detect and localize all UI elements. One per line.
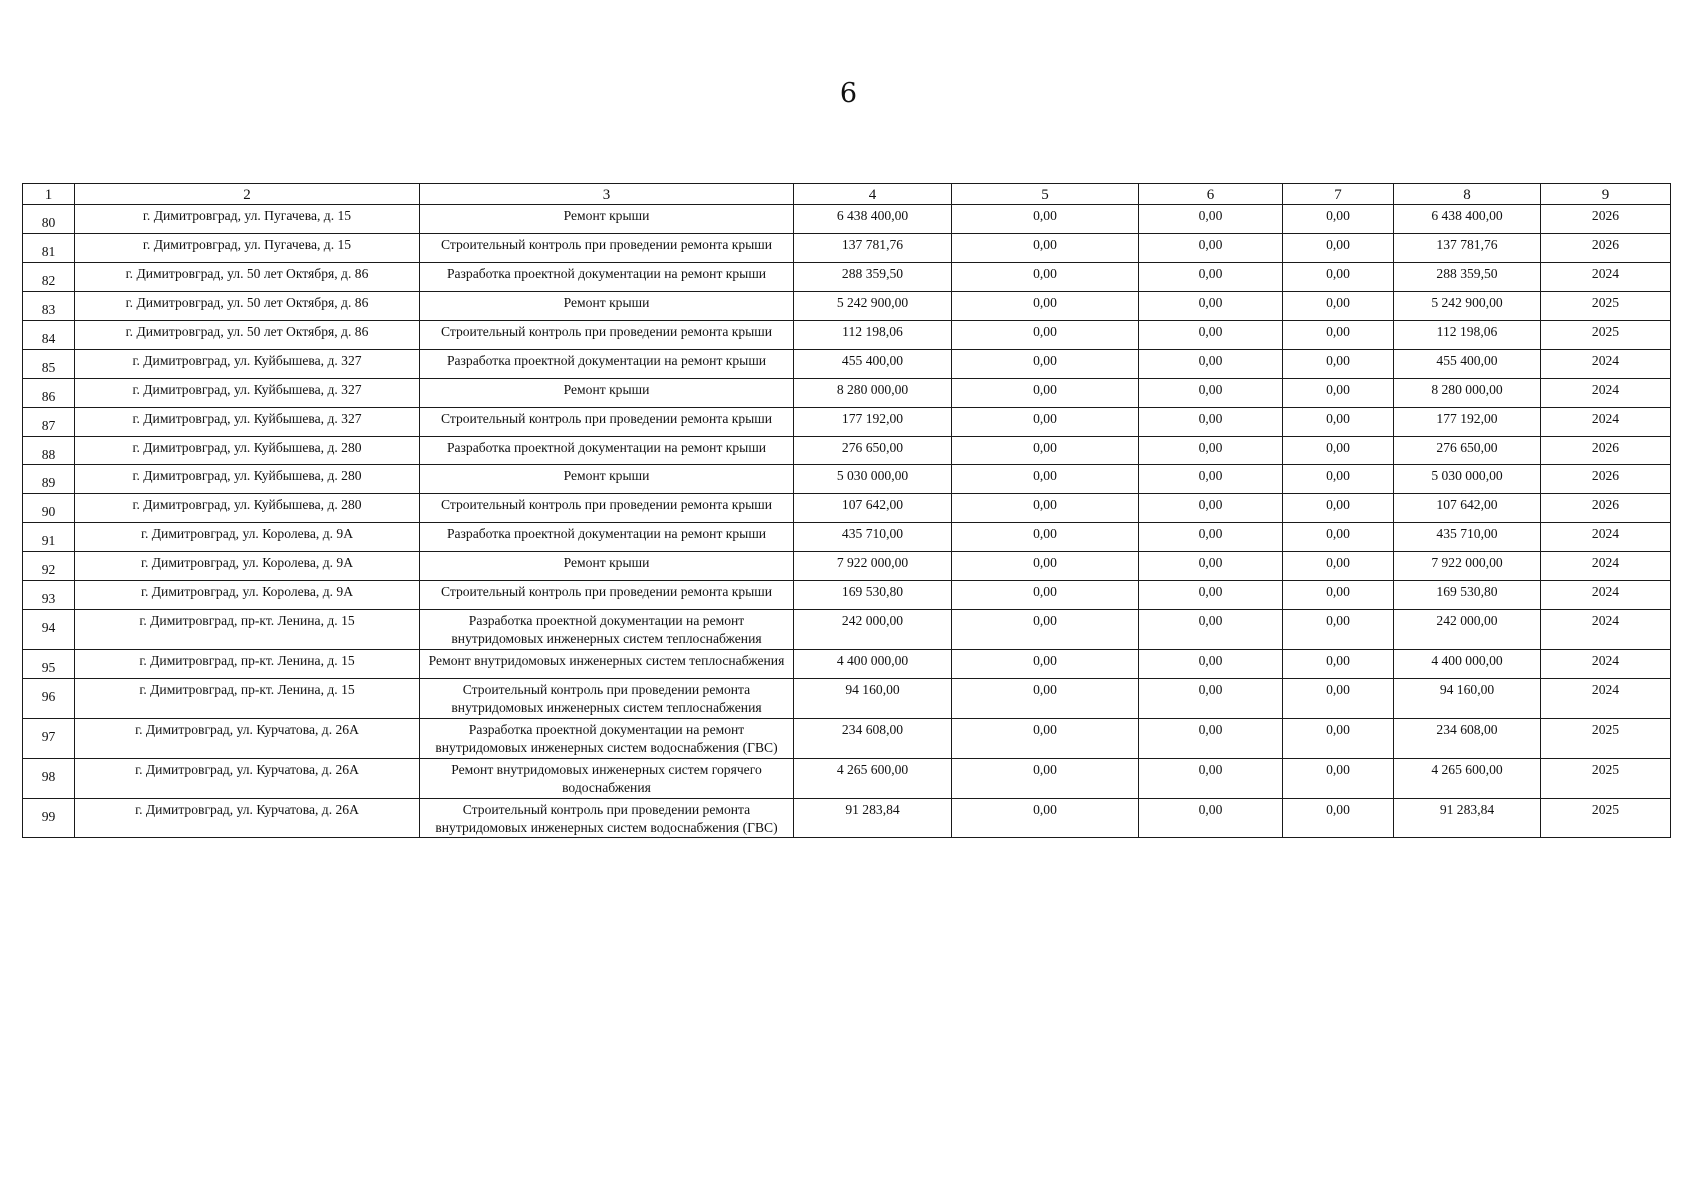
amount-cell: 0,00 <box>1283 650 1394 679</box>
amount-cell: 0,00 <box>1139 581 1283 610</box>
amount-cell: 4 400 000,00 <box>794 650 952 679</box>
table-row <box>23 610 1671 650</box>
amount-cell: 5 030 000,00 <box>1394 465 1541 494</box>
work-type-cell: Строительный контроль при проведении ремонта внутридомовых инженерных систем водоснабжения (ГВС) <box>420 798 794 838</box>
amount-cell: 91 283,84 <box>794 798 952 838</box>
work-type-cell: Строительный контроль при проведении ремонта крыши <box>420 494 794 523</box>
amount-cell: 4 265 600,00 <box>794 758 952 798</box>
amount-cell: 0,00 <box>1283 291 1394 320</box>
amount-cell: 242 000,00 <box>794 610 952 650</box>
table-row <box>23 494 1671 523</box>
table-row <box>23 581 1671 610</box>
header-cell: 7 <box>1283 184 1394 205</box>
amount-cell: 455 400,00 <box>1394 349 1541 378</box>
table-row <box>23 320 1671 349</box>
row-number-cell: 87 <box>23 407 75 436</box>
year-cell: 2026 <box>1541 436 1671 465</box>
amount-cell: 288 359,50 <box>1394 262 1541 291</box>
address-cell: г. Димитровград, ул. 50 лет Октября, д. 86 <box>75 291 420 320</box>
header-cell: 1 <box>23 184 75 205</box>
amount-cell: 137 781,76 <box>794 233 952 262</box>
work-type-cell: Ремонт крыши <box>420 552 794 581</box>
work-type-cell: Разработка проектной документации на ремонт крыши <box>420 262 794 291</box>
table-row <box>23 678 1671 718</box>
work-type-cell: Ремонт внутридомовых инженерных систем теплоснабжения <box>420 650 794 679</box>
address-cell: г. Димитровград, ул. Пугачева, д. 15 <box>75 233 420 262</box>
amount-cell: 0,00 <box>952 523 1139 552</box>
address-cell: г. Димитровград, ул. Курчатова, д. 26А <box>75 798 420 838</box>
table-row <box>23 407 1671 436</box>
table-row <box>23 718 1671 758</box>
amount-cell: 91 283,84 <box>1394 798 1541 838</box>
amount-cell: 0,00 <box>952 494 1139 523</box>
amount-cell: 0,00 <box>1139 678 1283 718</box>
amount-cell: 177 192,00 <box>1394 407 1541 436</box>
year-cell: 2026 <box>1541 233 1671 262</box>
amount-cell: 0,00 <box>952 205 1139 234</box>
amount-cell: 0,00 <box>1139 650 1283 679</box>
amount-cell: 0,00 <box>1283 349 1394 378</box>
amount-cell: 0,00 <box>952 552 1139 581</box>
amount-cell: 0,00 <box>952 758 1139 798</box>
amount-cell: 0,00 <box>1139 718 1283 758</box>
amount-cell: 0,00 <box>1283 610 1394 650</box>
address-cell: г. Димитровград, ул. Куйбышева, д. 327 <box>75 378 420 407</box>
row-number-cell: 91 <box>23 523 75 552</box>
row-number-cell: 86 <box>23 378 75 407</box>
amount-cell: 0,00 <box>952 407 1139 436</box>
row-number-cell: 88 <box>23 436 75 465</box>
row-number-cell: 96 <box>23 678 75 718</box>
work-type-cell: Разработка проектной документации на ремонт внутридомовых инженерных систем водоснабжения (ГВС) <box>420 718 794 758</box>
work-type-cell: Разработка проектной документации на ремонт крыши <box>420 436 794 465</box>
amount-cell: 435 710,00 <box>1394 523 1541 552</box>
work-type-cell: Строительный контроль при проведении ремонта крыши <box>420 233 794 262</box>
work-type-cell: Строительный контроль при проведении ремонта крыши <box>420 581 794 610</box>
amount-cell: 0,00 <box>1283 378 1394 407</box>
amount-cell: 0,00 <box>1283 465 1394 494</box>
table-row <box>23 758 1671 798</box>
amount-cell: 0,00 <box>1283 678 1394 718</box>
amount-cell: 0,00 <box>952 650 1139 679</box>
row-number-cell: 93 <box>23 581 75 610</box>
amount-cell: 242 000,00 <box>1394 610 1541 650</box>
amount-cell: 0,00 <box>1283 494 1394 523</box>
work-type-cell: Разработка проектной документации на ремонт внутридомовых инженерных систем теплоснабжения <box>420 610 794 650</box>
amount-cell: 8 280 000,00 <box>1394 378 1541 407</box>
amount-cell: 0,00 <box>952 465 1139 494</box>
table-row <box>23 523 1671 552</box>
amount-cell: 0,00 <box>1283 262 1394 291</box>
amount-cell: 5 030 000,00 <box>794 465 952 494</box>
amount-cell: 7 922 000,00 <box>794 552 952 581</box>
row-number-cell: 81 <box>23 233 75 262</box>
amount-cell: 0,00 <box>952 349 1139 378</box>
address-cell: г. Димитровград, ул. 50 лет Октября, д. 86 <box>75 262 420 291</box>
header-cell: 2 <box>75 184 420 205</box>
amount-cell: 0,00 <box>1139 291 1283 320</box>
year-cell: 2026 <box>1541 465 1671 494</box>
year-cell: 2024 <box>1541 678 1671 718</box>
table-row <box>23 436 1671 465</box>
amount-cell: 7 922 000,00 <box>1394 552 1541 581</box>
work-type-cell: Разработка проектной документации на ремонт крыши <box>420 523 794 552</box>
year-cell: 2024 <box>1541 610 1671 650</box>
table-row <box>23 262 1671 291</box>
amount-cell: 0,00 <box>1139 494 1283 523</box>
work-type-cell: Ремонт крыши <box>420 465 794 494</box>
address-cell: г. Димитровград, пр-кт. Ленина, д. 15 <box>75 678 420 718</box>
year-cell: 2024 <box>1541 378 1671 407</box>
row-number-cell: 92 <box>23 552 75 581</box>
row-number-cell: 85 <box>23 349 75 378</box>
address-cell: г. Димитровград, ул. Куйбышева, д. 280 <box>75 436 420 465</box>
amount-cell: 0,00 <box>1283 320 1394 349</box>
row-number-cell: 90 <box>23 494 75 523</box>
table-row <box>23 552 1671 581</box>
amount-cell: 5 242 900,00 <box>1394 291 1541 320</box>
amount-cell: 0,00 <box>1139 320 1283 349</box>
amount-cell: 0,00 <box>1139 407 1283 436</box>
amount-cell: 169 530,80 <box>794 581 952 610</box>
amount-cell: 0,00 <box>1283 758 1394 798</box>
amount-cell: 94 160,00 <box>1394 678 1541 718</box>
amount-cell: 0,00 <box>1139 233 1283 262</box>
year-cell: 2024 <box>1541 650 1671 679</box>
year-cell: 2026 <box>1541 494 1671 523</box>
row-number-cell: 83 <box>23 291 75 320</box>
year-cell: 2024 <box>1541 407 1671 436</box>
amount-cell: 0,00 <box>1283 552 1394 581</box>
header-row <box>23 184 1671 205</box>
amount-cell: 137 781,76 <box>1394 233 1541 262</box>
header-cell: 4 <box>794 184 952 205</box>
row-number-cell: 98 <box>23 758 75 798</box>
amount-cell: 0,00 <box>1139 378 1283 407</box>
header-cell: 6 <box>1139 184 1283 205</box>
row-number-cell: 99 <box>23 798 75 838</box>
page-number: 6 <box>839 78 858 109</box>
row-number-cell: 94 <box>23 610 75 650</box>
amount-cell: 234 608,00 <box>794 718 952 758</box>
amount-cell: 169 530,80 <box>1394 581 1541 610</box>
year-cell: 2025 <box>1541 320 1671 349</box>
amount-cell: 0,00 <box>1283 205 1394 234</box>
amount-cell: 0,00 <box>1139 349 1283 378</box>
amount-cell: 276 650,00 <box>1394 436 1541 465</box>
address-cell: г. Димитровград, ул. Королева, д. 9А <box>75 581 420 610</box>
amount-cell: 0,00 <box>1139 205 1283 234</box>
amount-cell: 0,00 <box>1139 523 1283 552</box>
row-number-cell: 97 <box>23 718 75 758</box>
amount-cell: 5 242 900,00 <box>794 291 952 320</box>
address-cell: г. Димитровград, пр-кт. Ленина, д. 15 <box>75 610 420 650</box>
address-cell: г. Димитровград, ул. Королева, д. 9А <box>75 552 420 581</box>
amount-cell: 0,00 <box>1139 552 1283 581</box>
amount-cell: 0,00 <box>1139 262 1283 291</box>
year-cell: 2025 <box>1541 758 1671 798</box>
amount-cell: 0,00 <box>952 233 1139 262</box>
amount-cell: 0,00 <box>952 291 1139 320</box>
table-row <box>23 291 1671 320</box>
row-number-cell: 82 <box>23 262 75 291</box>
works-table <box>22 183 1671 838</box>
work-type-cell: Ремонт крыши <box>420 291 794 320</box>
amount-cell: 0,00 <box>952 678 1139 718</box>
amount-cell: 0,00 <box>952 320 1139 349</box>
address-cell: г. Димитровград, ул. Куйбышева, д. 280 <box>75 465 420 494</box>
amount-cell: 0,00 <box>1283 407 1394 436</box>
work-type-cell: Разработка проектной документации на ремонт крыши <box>420 349 794 378</box>
header-cell: 9 <box>1541 184 1671 205</box>
amount-cell: 234 608,00 <box>1394 718 1541 758</box>
amount-cell: 0,00 <box>1283 233 1394 262</box>
amount-cell: 276 650,00 <box>794 436 952 465</box>
amount-cell: 0,00 <box>1139 436 1283 465</box>
row-number-cell: 89 <box>23 465 75 494</box>
address-cell: г. Димитровград, ул. Куйбышева, д. 327 <box>75 407 420 436</box>
amount-cell: 4 265 600,00 <box>1394 758 1541 798</box>
amount-cell: 94 160,00 <box>794 678 952 718</box>
work-type-cell: Строительный контроль при проведении ремонта крыши <box>420 407 794 436</box>
row-number-cell: 84 <box>23 320 75 349</box>
address-cell: г. Димитровград, ул. Куйбышева, д. 327 <box>75 349 420 378</box>
amount-cell: 6 438 400,00 <box>794 205 952 234</box>
year-cell: 2024 <box>1541 262 1671 291</box>
amount-cell: 0,00 <box>1283 798 1394 838</box>
table-row <box>23 650 1671 679</box>
amount-cell: 4 400 000,00 <box>1394 650 1541 679</box>
row-number-cell: 80 <box>23 205 75 234</box>
amount-cell: 0,00 <box>952 581 1139 610</box>
amount-cell: 0,00 <box>1139 798 1283 838</box>
header-cell: 8 <box>1394 184 1541 205</box>
amount-cell: 0,00 <box>952 718 1139 758</box>
table-row <box>23 205 1671 234</box>
address-cell: г. Димитровград, пр-кт. Ленина, д. 15 <box>75 650 420 679</box>
address-cell: г. Димитровград, ул. Королева, д. 9А <box>75 523 420 552</box>
amount-cell: 435 710,00 <box>794 523 952 552</box>
amount-cell: 6 438 400,00 <box>1394 205 1541 234</box>
amount-cell: 112 198,06 <box>794 320 952 349</box>
year-cell: 2024 <box>1541 523 1671 552</box>
amount-cell: 0,00 <box>1283 718 1394 758</box>
year-cell: 2024 <box>1541 581 1671 610</box>
header-cell: 5 <box>952 184 1139 205</box>
amount-cell: 107 642,00 <box>794 494 952 523</box>
amount-cell: 112 198,06 <box>1394 320 1541 349</box>
work-type-cell: Строительный контроль при проведении ремонта крыши <box>420 320 794 349</box>
amount-cell: 0,00 <box>952 798 1139 838</box>
amount-cell: 0,00 <box>952 436 1139 465</box>
year-cell: 2024 <box>1541 552 1671 581</box>
table-row <box>23 378 1671 407</box>
address-cell: г. Димитровград, ул. Курчатова, д. 26А <box>75 718 420 758</box>
address-cell: г. Димитровград, ул. Куйбышева, д. 280 <box>75 494 420 523</box>
amount-cell: 8 280 000,00 <box>794 378 952 407</box>
amount-cell: 0,00 <box>1139 465 1283 494</box>
amount-cell: 107 642,00 <box>1394 494 1541 523</box>
work-type-cell: Ремонт крыши <box>420 205 794 234</box>
address-cell: г. Димитровград, ул. Курчатова, д. 26А <box>75 758 420 798</box>
amount-cell: 0,00 <box>1283 523 1394 552</box>
amount-cell: 0,00 <box>1139 758 1283 798</box>
row-number-cell: 95 <box>23 650 75 679</box>
amount-cell: 0,00 <box>952 610 1139 650</box>
amount-cell: 0,00 <box>1283 581 1394 610</box>
amount-cell: 0,00 <box>1283 436 1394 465</box>
work-type-cell: Ремонт крыши <box>420 378 794 407</box>
work-type-cell: Строительный контроль при проведении ремонта внутридомовых инженерных систем теплоснабжения <box>420 678 794 718</box>
amount-cell: 0,00 <box>952 262 1139 291</box>
amount-cell: 455 400,00 <box>794 349 952 378</box>
year-cell: 2025 <box>1541 291 1671 320</box>
year-cell: 2025 <box>1541 718 1671 758</box>
address-cell: г. Димитровград, ул. Пугачева, д. 15 <box>75 205 420 234</box>
amount-cell: 0,00 <box>952 378 1139 407</box>
year-cell: 2026 <box>1541 205 1671 234</box>
work-type-cell: Ремонт внутридомовых инженерных систем горячего водоснабжения <box>420 758 794 798</box>
header-cell: 3 <box>420 184 794 205</box>
amount-cell: 177 192,00 <box>794 407 952 436</box>
year-cell: 2024 <box>1541 349 1671 378</box>
address-cell: г. Димитровград, ул. 50 лет Октября, д. 86 <box>75 320 420 349</box>
year-cell: 2025 <box>1541 798 1671 838</box>
table-row <box>23 349 1671 378</box>
table-row <box>23 465 1671 494</box>
amount-cell: 288 359,50 <box>794 262 952 291</box>
table-row <box>23 233 1671 262</box>
table-row <box>23 798 1671 838</box>
amount-cell: 0,00 <box>1139 610 1283 650</box>
